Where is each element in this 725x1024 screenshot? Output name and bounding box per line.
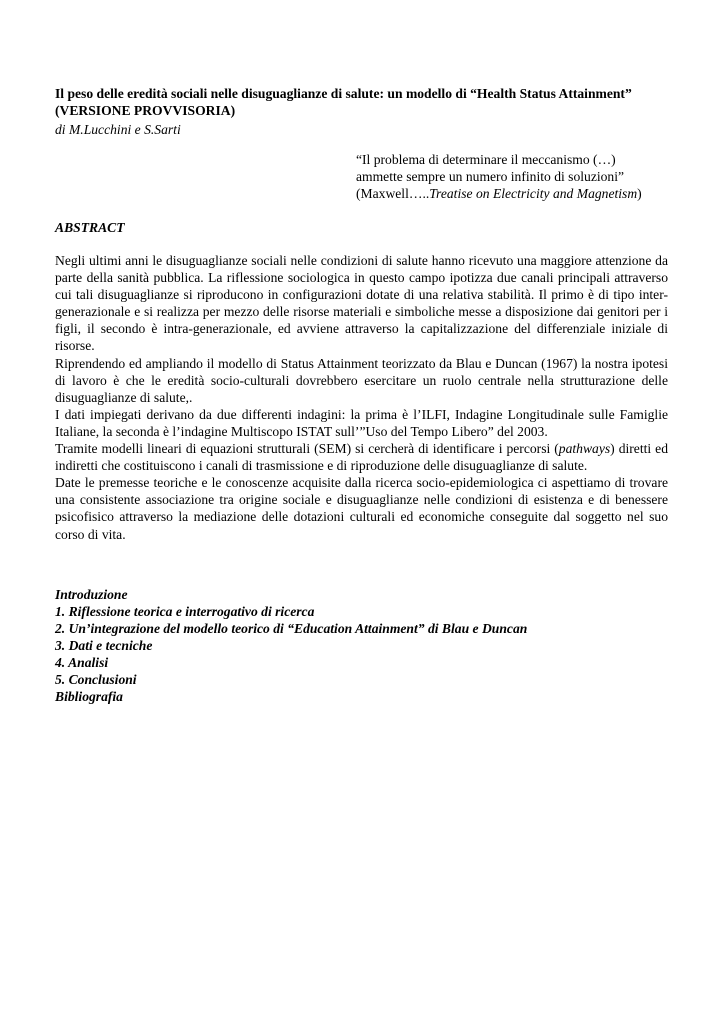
epigraph-source-suffix: ) [637, 186, 642, 201]
toc-item: Introduzione [55, 587, 128, 602]
abstract-italic-term: pathways [558, 441, 611, 457]
toc-item: Bibliografia [55, 689, 123, 704]
table-of-contents [55, 586, 675, 705]
toc-item: 2. Un’integrazione del modello teorico di “Education Attainment” di Blau e Duncan [55, 621, 528, 636]
epigraph-source-title: Treatise on Electricity and Magnetism [429, 186, 638, 201]
abstract-body [55, 252, 668, 543]
abstract-text: ) diretti ed indiretti che costituiscono i canali di trasmissione e di riproduzione delle disuguaglianze di salute. [55, 441, 668, 474]
abstract-paragraph: Riprendendo ed ampliando il modello di Status Attainment teorizzato da Blau e Duncan (1967) la nostra ipotesi di lavoro è che le eredità socio-culturali dovrebbero esercitare un ruolo centrale nella strutturazione delle disuguaglianze di salute,. [55, 355, 668, 405]
toc-item: 5. Conclusioni [55, 672, 137, 687]
abstract-paragraph [55, 440, 668, 474]
epigraph-line: ammette sempre un numero infinito di soluzioni” [356, 169, 625, 184]
abstract-text: Tramite modelli lineari di equazioni strutturali (SEM) si cercherà di identificare i percorsi ( [55, 441, 559, 457]
document-authors: di M.Lucchini e S.Sarti [55, 122, 181, 137]
epigraph-source-prefix: (Maxwell….. [356, 186, 430, 201]
toc-item: 3. Dati e tecniche [55, 638, 153, 653]
epigraph-quote [356, 151, 686, 202]
epigraph-source [356, 185, 686, 202]
abstract-heading: ABSTRACT [55, 220, 125, 235]
abstract-paragraph: I dati impiegati derivano da due differenti indagini: la prima è l’ILFI, Indagine Longitudinale sulle Famiglie Italiane, la seconda è l’indagine Multiscopo ISTAT sull’”Uso del Tempo Libero” del 2003. [55, 406, 668, 439]
toc-item: 1. Riflessione teorica e interrogativo di ricerca [55, 604, 315, 619]
toc-item: 4. Analisi [55, 655, 109, 670]
abstract-paragraph: Date le premesse teoriche e le conoscenze acquisite dalla ricerca socio-epidemiologica ci aspettiamo di trovare una consistente associazione tra origine sociale e disuguaglianze nelle condizioni di esistenza e di benessere psicofisico attraverso la mediazione delle dotazioni culturali ed economiche conseguite dal soggetto nel suo corso di vita. [55, 475, 668, 542]
abstract-paragraph: Negli ultimi anni le disuguaglianze sociali nelle condizioni di salute hanno ricevuto una maggiore attenzione da parte della sanità pubblica. La riflessione sociologica in questo campo ipotizza due canali principali attraverso cui tali disuguaglianze si riproducono in configurazioni dotate di una relativa stabilità. Il primo è di tipo inter-generazionale e si realizza per mezzo delle risorse materiali e simboliche messe a disposizione dai genitori per i figli, il secondo è intra-generazionale, ed avviene attraverso la capitalizzazione del differenziale iniziale di risorse. [55, 253, 668, 354]
epigraph-line: “Il problema di determinare il meccanismo (…) [356, 152, 616, 167]
document-title: Il peso delle eredità sociali nelle disuguaglianze di salute: un modello di “Health Status Attainment” (VERSIONE PROVVISORIA) [55, 86, 632, 118]
